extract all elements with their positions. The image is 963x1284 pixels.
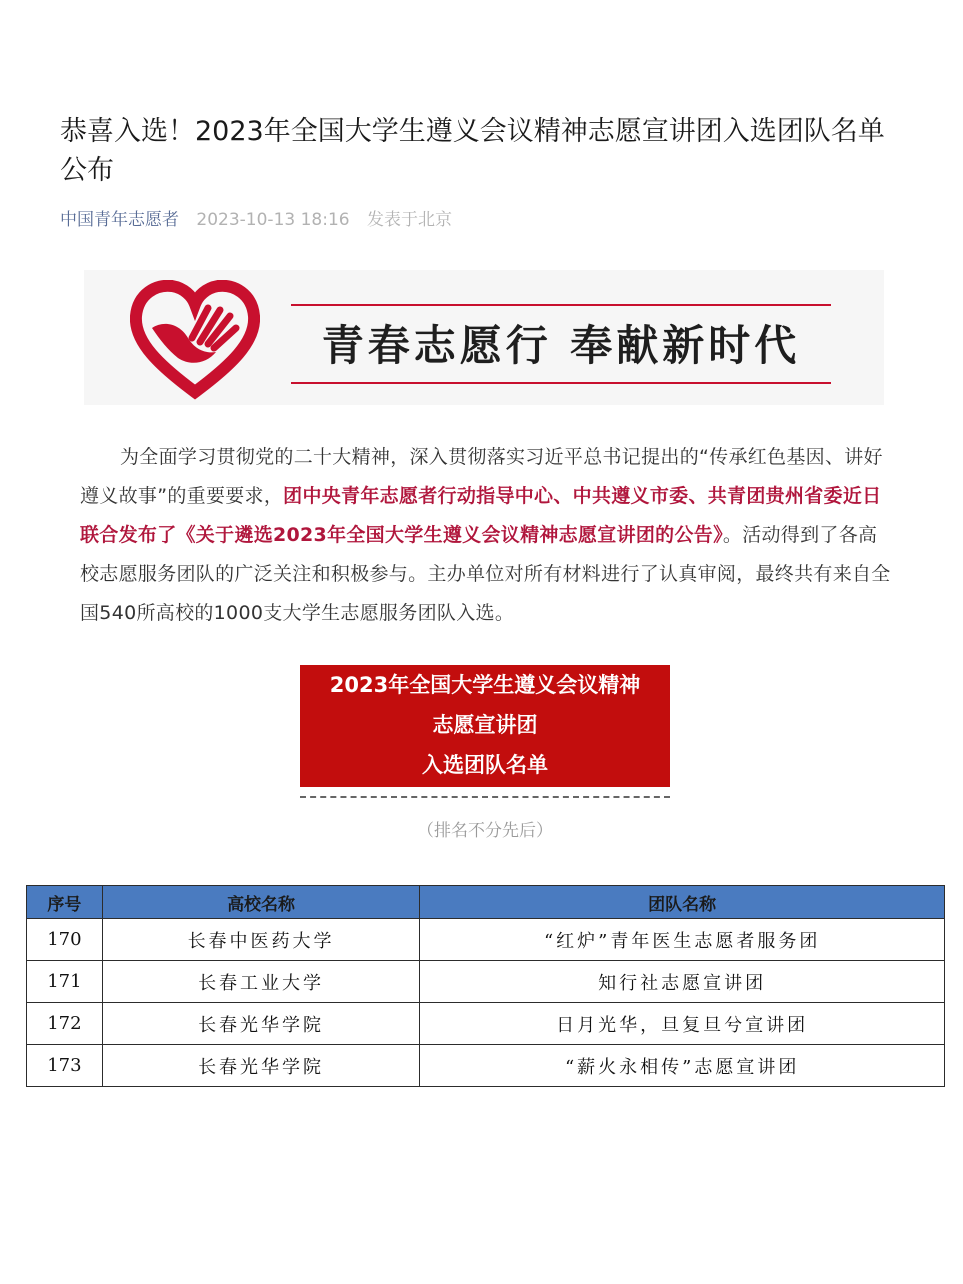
column-header-team: 团队名称 — [420, 886, 945, 919]
team-table — [26, 885, 945, 1087]
cell-school: 长春光华学院 — [102, 1045, 420, 1087]
cell-no: 171 — [27, 961, 103, 1003]
publish-datetime: 2023-10-13 18:16 — [196, 210, 350, 230]
cell-no: 173 — [27, 1045, 103, 1087]
table-row — [27, 961, 945, 1003]
author-link[interactable]: 中国青年志愿者 — [60, 210, 179, 230]
banner-rule-bottom — [291, 382, 831, 384]
table-header-row — [27, 886, 945, 919]
publish-location: 发表于北京 — [367, 210, 453, 230]
cell-school: 长春工业大学 — [102, 961, 420, 1003]
cell-school: 长春光华学院 — [102, 1003, 420, 1045]
cell-team: “薪火永相传”志愿宣讲团 — [420, 1045, 945, 1087]
article-meta — [60, 207, 452, 233]
list-title-line1: 2023年全国大学生遵义会议精神 — [329, 673, 641, 697]
column-header-school: 高校名称 — [102, 886, 420, 919]
list-title-line3: 入选团队名单 — [422, 753, 548, 777]
cell-team: “红炉”青年医生志愿者服务团 — [420, 919, 945, 961]
intro-paragraph — [80, 438, 892, 633]
list-title-box — [300, 665, 670, 787]
banner-slogan: 青春志愿行 奉献新时代 — [321, 321, 801, 370]
intro-highlight: 团中央青年志愿者行动指导中心、中共遵义市委、共青团贵州省委近日联合发布了《关于遴选2023年全国大学生遵义会议精神志愿宣讲团的公告》 — [80, 485, 882, 546]
table-row — [27, 919, 945, 961]
dashed-divider — [300, 796, 670, 798]
table-row — [27, 1045, 945, 1087]
cell-team: 日月光华，旦复旦兮宣讲团 — [420, 1003, 945, 1045]
slogan-banner — [84, 270, 884, 405]
cell-school: 长春中医药大学 — [102, 919, 420, 961]
list-title-line2: 志愿宣讲团 — [432, 713, 538, 737]
table-row — [27, 1003, 945, 1045]
cell-team: 知行社志愿宣讲团 — [420, 961, 945, 1003]
cell-no: 172 — [27, 1003, 103, 1045]
article-title: 恭喜入选！2023年全国大学生遵义会议精神志愿宣讲团入选团队名单公布 — [60, 116, 885, 186]
intro-text-start: 为全面学习贯彻党的二十大精神，深入贯彻落实习近平总书记提出的“传承红色基因、讲好遵义故事”的重要要求， — [80, 446, 883, 507]
banner-rule-top — [291, 304, 831, 306]
volunteer-heart-dove-hand-icon — [130, 280, 260, 400]
cell-no: 170 — [27, 919, 103, 961]
column-header-no: 序号 — [27, 886, 103, 919]
ranking-note: （排名不分先后） — [417, 821, 553, 841]
intro-text-end: 。活动得到了各高校志愿服务团队的广泛关注和积极参与。主办单位对所有材料进行了认真审阅，最终共有来自全国540所高校的1000支大学生志愿服务团队入选。 — [80, 524, 891, 624]
